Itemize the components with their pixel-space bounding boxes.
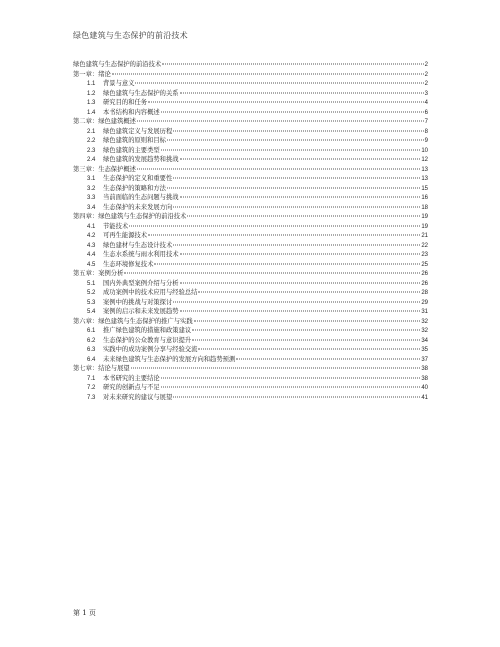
toc-entry-title: 研究目的和任务 [103, 99, 148, 106]
toc-entry-number: 5.3 [87, 299, 96, 306]
toc-subsection-entry[interactable] [73, 79, 428, 89]
toc-entry-page: 6 [424, 109, 428, 116]
toc-entry-title: 第六章：绿色建筑与生态保护的推广与实践 [73, 317, 193, 325]
toc-entry-title: 生态保护的未来发展方向 [103, 203, 173, 211]
toc-entry-page: 38 [421, 375, 428, 382]
dot-leader [167, 187, 420, 188]
toc-entry-page: 16 [421, 195, 428, 201]
toc-entry-page: 23 [421, 252, 428, 258]
toc-subsection-entry[interactable] [73, 336, 428, 346]
toc-subsection-entry[interactable] [73, 184, 428, 194]
toc-subsection-entry[interactable] [73, 279, 428, 289]
toc-subsection-entry[interactable] [73, 374, 428, 384]
dot-leader [180, 197, 421, 198]
toc-entry-page: 41 [421, 394, 428, 401]
toc-subsection-entry[interactable] [73, 155, 428, 165]
toc-entry-page: 32 [421, 318, 428, 325]
dot-leader [131, 368, 421, 369]
toc-entry-page: 3 [424, 90, 428, 97]
toc-entry-number: 5.4 [87, 309, 96, 315]
toc-chapter-entry[interactable] [73, 70, 428, 80]
dot-leader [173, 178, 420, 179]
toc-entry-number: 2.1 [87, 128, 96, 135]
toc-entry-title: 案例中的挑战与对策探讨 [103, 298, 173, 306]
toc-entry-number: 6.4 [87, 356, 96, 363]
toc-entry-title: 生态保护的公众教育与意识提升 [103, 336, 192, 344]
toc-entry-title: 成功案例中的技术应用与经验总结 [103, 289, 198, 296]
toc-subsection-entry[interactable] [73, 326, 428, 336]
toc-entry-title: 可再生能源技术 [103, 232, 148, 239]
toc-entry-title: 第七章：结论与展望 [73, 365, 130, 372]
toc-entry-page: 21 [421, 233, 428, 239]
dot-leader [198, 292, 420, 293]
dot-leader [180, 92, 424, 93]
toc-entry-page: 35 [421, 347, 428, 353]
toc-entry-page: 19 [421, 214, 428, 220]
dot-leader [161, 111, 424, 112]
toc-entry-page: 26 [421, 271, 428, 277]
toc-entry-title: 本书结构和内容概述 [103, 108, 160, 116]
toc-entry-page: 37 [421, 356, 428, 363]
toc-subsection-entry[interactable] [73, 241, 428, 251]
toc-entry-title: 生态环境修复技术 [103, 260, 154, 268]
toc-entry-title: 本书研究的主要结论 [103, 374, 160, 382]
toc-entry-number: 6.1 [87, 328, 96, 334]
dot-leader [135, 83, 423, 84]
toc-entry-number: 6.3 [87, 347, 96, 353]
toc-entry-title: 第五章：案例分析 [73, 270, 124, 277]
toc-entry-number: 4.5 [87, 261, 96, 268]
toc-chapter-entry[interactable] [73, 212, 428, 222]
toc-entry-number: 4.3 [87, 242, 96, 249]
dot-leader [180, 159, 421, 160]
toc-entry-page: 2 [424, 71, 428, 78]
toc-entry-title: 绿色建筑与生态保护的前沿技术 [73, 61, 162, 68]
toc-entry-title: 绿色建筑的主要类型 [103, 146, 160, 154]
toc-entry-number: 3.2 [87, 185, 96, 192]
toc-subsection-entry[interactable] [73, 393, 428, 403]
toc-subsection-entry[interactable] [73, 108, 428, 118]
toc-entry-number: 5.2 [87, 290, 96, 296]
dot-leader [167, 140, 424, 141]
toc-entry-page: 9 [424, 138, 428, 144]
toc-entry-number: 1.1 [87, 81, 96, 87]
toc-entry-page: 2 [424, 62, 428, 68]
toc-entry-title: 第三章：生态保护概述 [73, 165, 136, 173]
dot-leader [173, 130, 423, 131]
toc-subsection-entry[interactable] [73, 345, 428, 355]
toc-entry-title: 对未来研究的建议与展望 [103, 393, 173, 401]
toc-subsection-entry[interactable] [73, 136, 428, 146]
dot-leader [137, 121, 424, 122]
toc-entry-number: 7.1 [87, 375, 96, 382]
toc-entry-title: 实践中的成功案例分享与经验交流 [103, 346, 198, 353]
toc-subsection-entry[interactable] [73, 98, 428, 108]
dot-leader [180, 311, 421, 312]
toc-entry-title: 绿色建筑的发展趋势和挑战 [103, 156, 179, 163]
toc-entry-page: 26 [421, 280, 428, 287]
toc-entry-page: 19 [421, 223, 428, 230]
toc-chapter-entry[interactable] [73, 117, 428, 127]
toc-subsection-entry[interactable] [73, 355, 428, 365]
toc-entry-page: 32 [421, 328, 428, 334]
toc-entry-page: 2 [424, 81, 428, 87]
dot-leader [192, 330, 420, 331]
toc-entry-number: 1.4 [87, 109, 96, 116]
toc-entry-page: 34 [421, 337, 428, 344]
dot-leader [112, 73, 424, 74]
toc-entry-page: 13 [421, 176, 428, 182]
dot-leader [148, 235, 420, 236]
dot-leader [187, 216, 420, 217]
dot-leader [173, 301, 420, 302]
toc-subsection-entry[interactable] [73, 89, 428, 99]
toc-entry-title: 推广绿色建筑的措施和政策建议 [103, 327, 192, 334]
toc-subsection-entry[interactable] [73, 146, 428, 156]
toc-subsection-entry[interactable] [73, 250, 428, 260]
dot-leader [124, 273, 420, 274]
toc-chapter-entry[interactable] [73, 269, 428, 279]
toc-entry-title: 绿色建材与生态设计技术 [103, 241, 173, 249]
toc-entry-page: 31 [421, 309, 428, 315]
dot-leader [173, 396, 420, 397]
toc-entry-number: 3.1 [87, 176, 96, 182]
dot-leader [198, 349, 420, 350]
toc-subsection-entry[interactable] [73, 203, 428, 213]
toc-subsection-entry[interactable] [73, 231, 428, 241]
toc-entry-number: 6.2 [87, 337, 96, 344]
toc-chapter-entry[interactable] [73, 165, 428, 175]
toc-entry-number: 3.4 [87, 204, 96, 211]
toc-subsection-entry[interactable] [73, 222, 428, 232]
toc-entry-page: 15 [421, 185, 428, 192]
toc-entry-page: 28 [421, 290, 428, 296]
toc-entry-page: 25 [421, 261, 428, 268]
toc-entry-page: 7 [424, 119, 428, 125]
toc-entry-number: 4.2 [87, 233, 96, 239]
toc-subsection-entry[interactable] [73, 193, 428, 203]
table-of-contents [73, 60, 428, 402]
toc-entry-title: 当前面临的生态问题与挑战 [103, 194, 179, 201]
dot-leader [173, 244, 420, 245]
toc-entry-page: 13 [421, 166, 428, 173]
toc-entry-number: 7.3 [87, 394, 96, 401]
toc-entry-number: 4.1 [87, 223, 96, 230]
toc-entry-title: 未来绿色建筑与生态保护的发展方向和趋势预测 [103, 355, 236, 363]
toc-entry-title: 生态保护的定义和重要性 [103, 175, 173, 182]
toc-chapter-entry[interactable] [73, 364, 428, 374]
toc-entry-page: 22 [421, 242, 428, 249]
toc-entry-number: 1.3 [87, 100, 96, 106]
toc-entry-page: 10 [421, 147, 428, 154]
toc-entry-title: 第二章：绿色建筑概述 [73, 118, 136, 125]
toc-entry-title: 第一章：绪论 [73, 70, 111, 78]
toc-entry-number: 7.2 [87, 385, 96, 391]
dot-leader [129, 225, 420, 226]
toc-entry-title: 生态水系统与雨水利用技术 [103, 251, 179, 258]
toc-entry-number: 2.2 [87, 138, 96, 144]
toc-entry-title: 研究的创新点与不足 [103, 384, 160, 391]
toc-entry-title: 绿色建筑定义与发展历程 [103, 127, 173, 135]
toc-entry-title: 节能技术 [103, 222, 129, 230]
toc-entry-title: 绿色建筑的原则和目标 [103, 137, 166, 144]
toc-entry-title: 案例的启示和未来发展趋势 [103, 308, 179, 315]
toc-chapter-entry[interactable] [73, 317, 428, 327]
toc-entry-page: 8 [424, 128, 428, 135]
toc-entry-page: 12 [421, 157, 428, 163]
toc-chapter-entry[interactable] [73, 60, 428, 70]
toc-subsection-entry[interactable] [73, 288, 428, 298]
dot-leader [154, 263, 420, 264]
toc-entry-title: 国内外典型案例介绍与分析 [103, 279, 179, 287]
toc-subsection-entry[interactable] [73, 383, 428, 393]
dot-leader [148, 102, 424, 103]
dot-leader [161, 149, 421, 150]
toc-subsection-entry[interactable] [73, 174, 428, 184]
toc-entry-page: 40 [421, 385, 428, 391]
running-header: 绿色建筑与生态保护的前沿技术 [73, 31, 188, 40]
toc-entry-page: 18 [421, 204, 428, 211]
toc-entry-page: 38 [421, 366, 428, 372]
toc-entry-number: 4.4 [87, 252, 96, 258]
toc-subsection-entry[interactable] [73, 127, 428, 137]
toc-entry-number: 2.3 [87, 147, 96, 154]
dot-leader [161, 387, 421, 388]
dot-leader [173, 206, 420, 207]
dot-leader [192, 339, 420, 340]
dot-leader [180, 282, 421, 283]
toc-subsection-entry[interactable] [73, 260, 428, 270]
toc-entry-title: 第四章：绿色建筑与生态保护的前沿技术 [73, 213, 187, 220]
toc-entry-number: 1.2 [87, 90, 96, 97]
dot-leader [162, 64, 424, 65]
toc-subsection-entry[interactable] [73, 307, 428, 317]
toc-entry-number: 3.3 [87, 195, 96, 201]
toc-entry-title: 绿色建筑与生态保护的关系 [103, 89, 179, 97]
toc-subsection-entry[interactable] [73, 298, 428, 308]
dot-leader [161, 377, 421, 378]
toc-entry-title: 背景与意义 [103, 80, 135, 87]
dot-leader [236, 358, 420, 359]
toc-entry-title: 生态保护的策略和方法 [103, 184, 166, 192]
page-number: 第 1 页 [73, 609, 96, 617]
toc-entry-number: 2.4 [87, 157, 96, 163]
dot-leader [194, 320, 421, 321]
toc-entry-number: 5.1 [87, 280, 96, 287]
toc-entry-page: 4 [424, 100, 428, 106]
toc-entry-page: 29 [421, 299, 428, 306]
dot-leader [137, 168, 420, 169]
dot-leader [180, 254, 421, 255]
